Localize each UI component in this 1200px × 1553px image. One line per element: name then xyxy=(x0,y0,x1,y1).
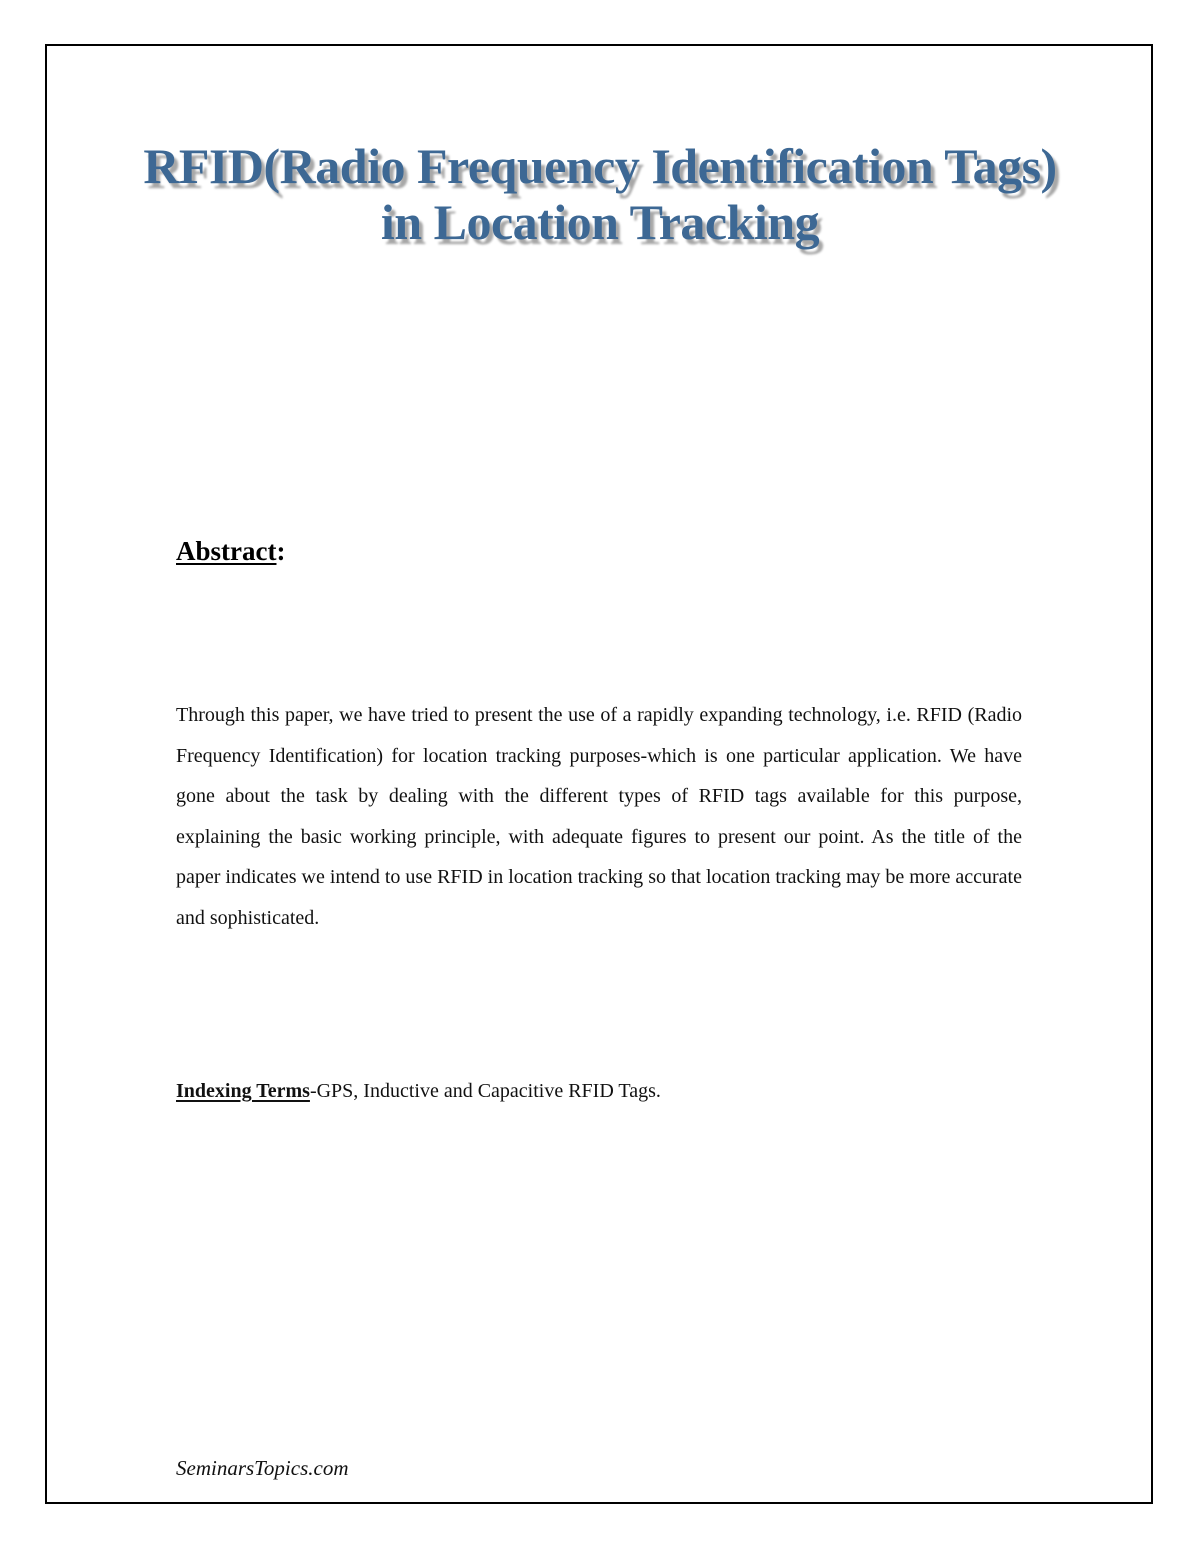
indexing-terms xyxy=(176,1073,661,1109)
abstract-heading-colon: : xyxy=(276,536,286,566)
abstract-body: Through this paper, we have tried to present the use of a rapidly expanding technology, i.e. RFID (Radio Frequency Identification) for location tracking purposes-which is one particular application. We have gone about the task by dealing with the different types of RFID tags available for this purpose, explaining the basic working principle, with adequate figures to present our point. As the title of the paper indicates we intend to use RFID in location tracking so that location tracking may be more accurate and sophisticated. xyxy=(176,704,1022,929)
indexing-terms-label: Indexing Terms xyxy=(176,1080,310,1102)
abstract-heading-text: Abstract xyxy=(176,536,277,566)
abstract-heading xyxy=(176,533,285,569)
indexing-terms-value: -GPS, Inductive and Capacitive RFID Tags. xyxy=(309,1080,661,1102)
title-line-2: in Location Tracking xyxy=(380,194,820,250)
footer-source: SeminarsTopics.com xyxy=(176,1456,349,1480)
document-title xyxy=(100,138,1100,250)
title-line-1: RFID(Radio Frequency Identification Tags) xyxy=(143,138,1057,194)
